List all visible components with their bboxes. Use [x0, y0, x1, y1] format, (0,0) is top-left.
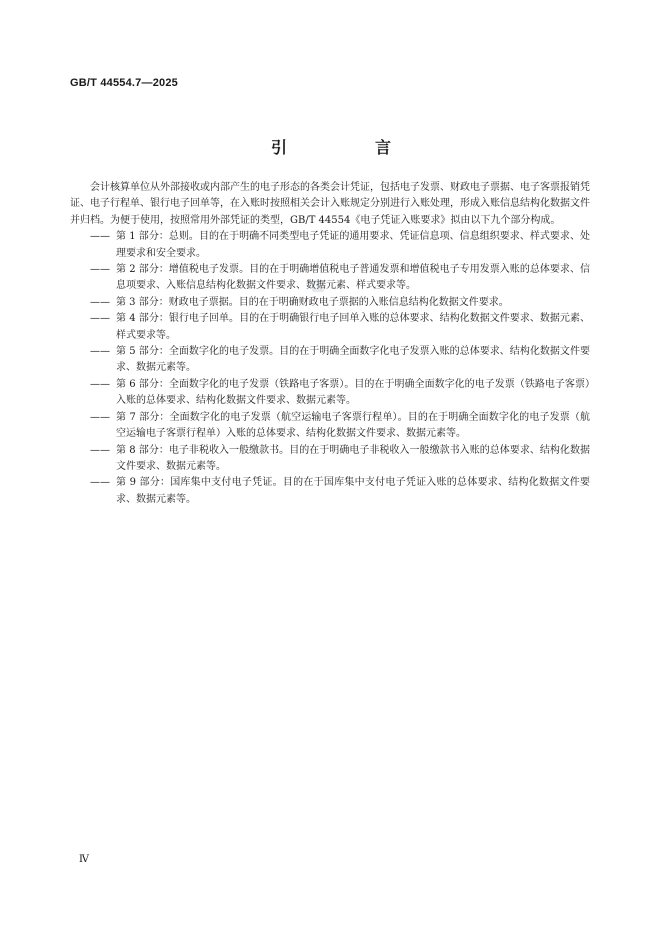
standard-code: GB/T 44554.7—2025 [70, 77, 178, 89]
part-item-9 [70, 475, 590, 508]
part-item-6 [70, 377, 590, 410]
part-text: 第 7 部分：全面数字化的电子发票（航空运输电子客票行程单）。目的在于明确全面数字化的电子发票（航空运输电子客票行程单）入账的总体要求、结构化数据文件要求、数据元素等。 [116, 411, 590, 440]
part-item-5 [70, 344, 590, 377]
list-dash: —— [90, 444, 110, 456]
intro-paragraph: 会计核算单位从外部接收或内部产生的电子形态的各类会计凭证，包括电子发票、财政电子票据、电子客票报销凭证、电子行程单、银行电子回单等，在入账时按照相关会计入账规定分别进行入账处理，形成入账信息结构化数据文件并归档。为便于使用，按照常用外部凭证的类型，GB/T 44554《电子凭证入账要求》拟由以下九个部分构成。 [70, 182, 590, 226]
page-number: Ⅳ [79, 854, 89, 865]
part-item-4 [70, 311, 590, 344]
part-text: 第 8 部分：电子非税收入一般缴款书。目的在于明确电子非税收入一般缴款书入账的总体要求、结构化数据文件要求、数据元素等。 [116, 444, 590, 472]
part-text: 第 2 部分：增值税电子发票。目的在于明确增值税电子普通发票和增值税电子专用发票入账的总体要求、信息项要求、入账信息结构化数据文件要求、数据元素、样式要求等。 [116, 264, 590, 292]
list-dash: —— [90, 378, 110, 390]
list-dash: —— [90, 313, 110, 325]
part-text: 第 9 部分：国库集中支付电子凭证。目的在于国库集中支付电子凭证入账的总体要求、结构化数据文件要求、数据元素等。 [116, 477, 590, 505]
part-item-3 [70, 295, 590, 311]
part-item-7 [70, 410, 590, 443]
list-dash: —— [90, 231, 110, 243]
list-dash: —— [90, 346, 110, 358]
part-item-8 [70, 443, 590, 476]
part-text: 第 3 部分：财政电子票据。目的在于明确财政电子票据的入账信息结构化数据文件要求。 [116, 296, 509, 308]
list-dash: —— [90, 477, 110, 489]
part-list [70, 229, 590, 508]
part-text: 第 1 部分：总则。目的在于明确不同类型电子凭证的通用要求、凭证信息项、信息组织要求、样式要求、处理要求和安全要求。 [116, 231, 590, 259]
list-dash: —— [90, 264, 110, 276]
list-dash: —— [90, 296, 110, 308]
part-text: 第 5 部分：全面数字化的电子发票。目的在于明确全面数字化电子发票入账的总体要求、结构化数据文件要求、数据元素等。 [116, 346, 590, 374]
part-item-1 [70, 229, 590, 262]
part-text: 第 4 部分：银行电子回单。目的在于明确银行电子回单入账的总体要求、结构化数据文件要求、数据元素、样式要求等。 [116, 313, 590, 341]
part-text: 第 6 部分：全面数字化的电子发票（铁路电子客票）。目的在于明确全面数字化的电子发票（铁路电子客票）入账的总体要求、结构化数据文件要求、数据元素等。 [116, 378, 590, 407]
part-item-2 [70, 262, 590, 295]
document-body [70, 180, 590, 508]
list-dash: —— [90, 411, 110, 423]
page-title: 引 言 [270, 138, 427, 157]
